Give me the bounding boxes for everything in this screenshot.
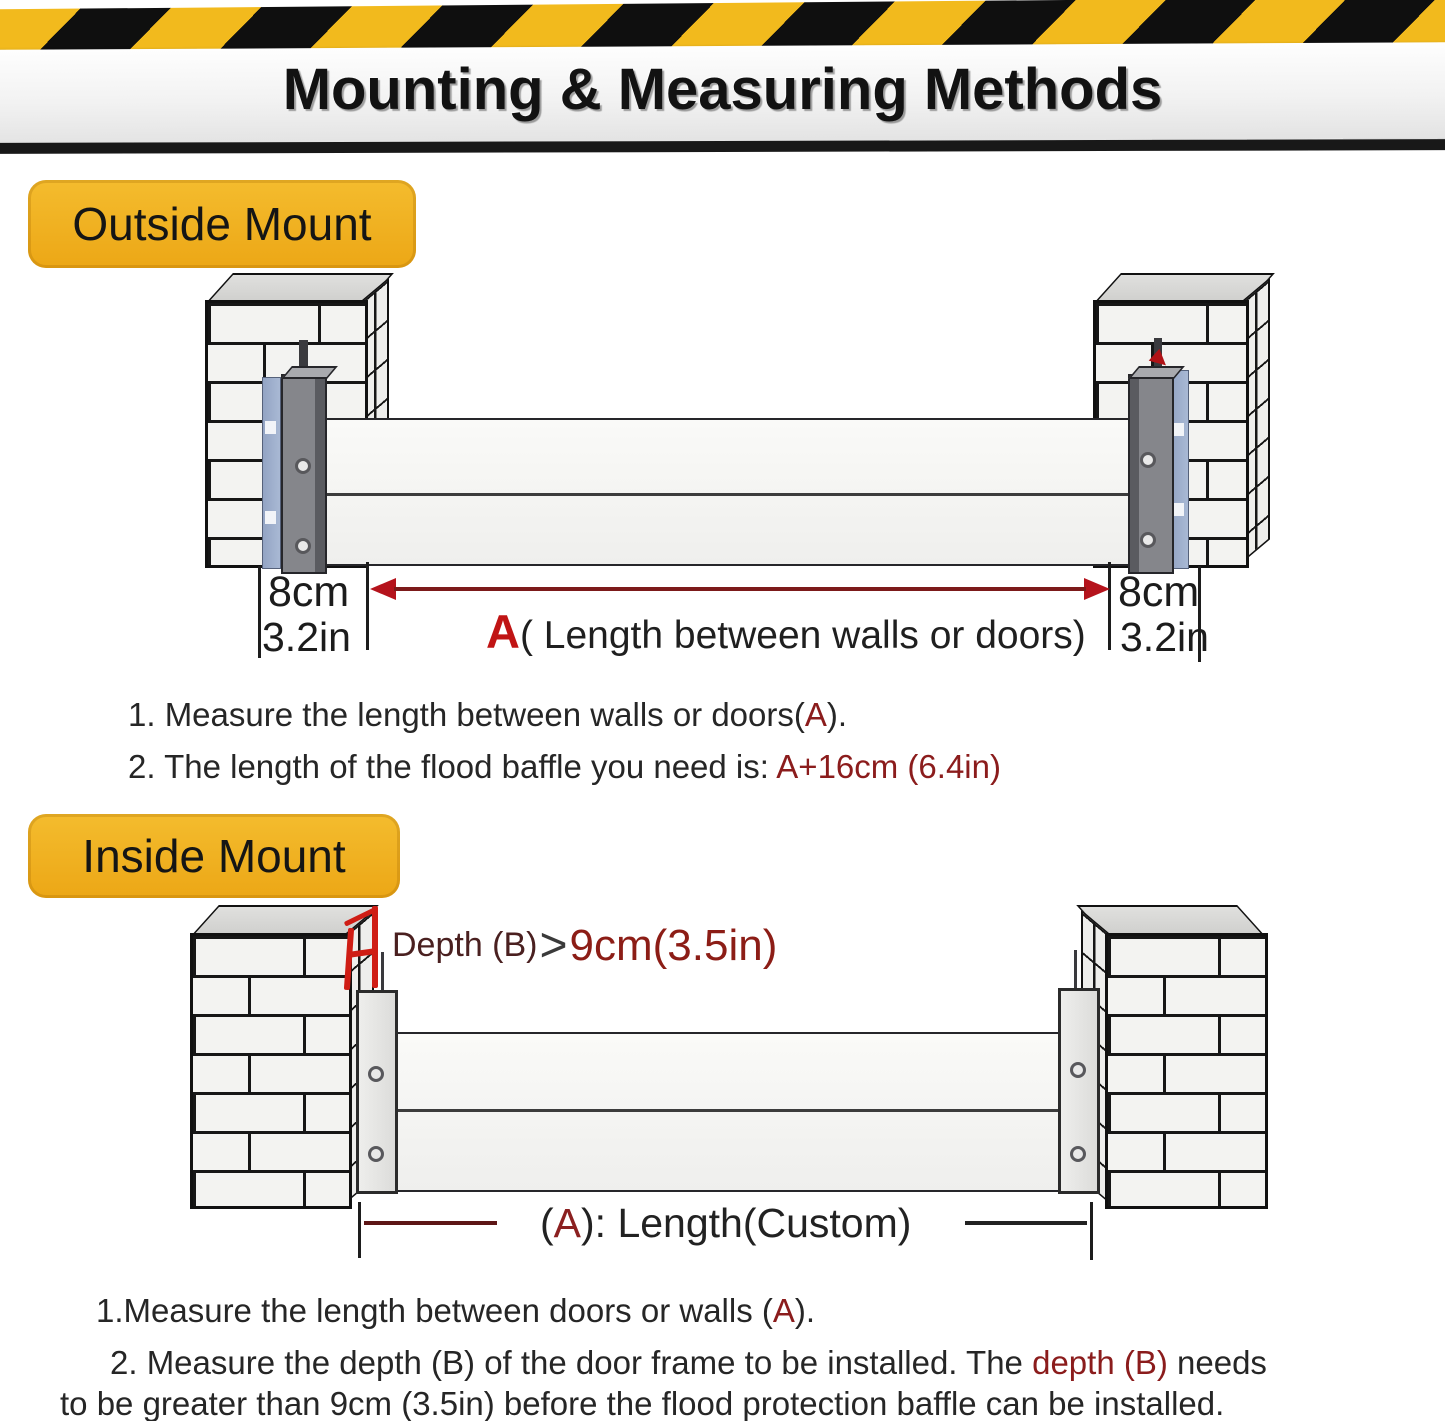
screw-hole	[1140, 452, 1156, 468]
mount-rail	[356, 990, 398, 1194]
screw-hole	[1140, 532, 1156, 548]
seal-reflection	[265, 421, 276, 434]
screw-hole	[368, 1146, 384, 1162]
dimension-line-left	[364, 1221, 497, 1225]
seal-strip	[262, 377, 281, 569]
outside-mount-label: Outside Mount	[28, 180, 416, 268]
inside-instruction-3: to be greater than 9cm (3.5in) before the flood protection baffle can be installed.	[60, 1385, 1225, 1421]
dimension-line	[394, 587, 1086, 591]
flood-baffle-panel	[392, 1032, 1064, 1192]
left-gap-cm: 8cm	[268, 568, 350, 616]
depth-annotation: Depth (B) > 9cm(3.5in)	[392, 919, 778, 972]
brick-pillar	[1105, 933, 1268, 1209]
inside-mount-label: Inside Mount	[28, 814, 400, 898]
span-a-label: A( Length between walls or doors)	[486, 605, 1086, 658]
arrowhead-left-icon	[370, 578, 396, 600]
right-gap-in: 3.2in	[1120, 614, 1209, 660]
dimension-line-right	[965, 1221, 1087, 1225]
anchor-pin	[381, 952, 384, 992]
right-gap-cm: 8cm	[1118, 568, 1200, 616]
outside-instruction-1: 1. Measure the length between walls or doors(A).	[128, 696, 848, 733]
dimension-tick	[358, 1202, 361, 1258]
screw-hole	[295, 538, 311, 554]
length-custom-label: (A): Length(Custom)	[540, 1200, 912, 1246]
span-a-letter: A	[486, 605, 520, 658]
left-gap-in: 3.2in	[262, 614, 351, 660]
dimension-tick	[1108, 562, 1111, 650]
seal-reflection	[1173, 503, 1184, 516]
seal-reflection	[1173, 423, 1184, 436]
screw-hole	[368, 1066, 384, 1082]
depth-marker-red	[372, 906, 378, 988]
panel-seam	[325, 493, 1132, 496]
brick-pillar	[190, 933, 352, 1209]
page-title: Mounting & Measuring Methods	[282, 57, 1163, 122]
inside-instruction-1: 1.Measure the length between doors or walls (A).	[96, 1292, 816, 1329]
panel-seam	[394, 1109, 1062, 1112]
dimension-tick	[366, 562, 369, 650]
seal-reflection	[265, 511, 276, 524]
arrowhead-right-icon	[1084, 578, 1110, 600]
dimension-tick	[1090, 1202, 1093, 1260]
mount-rail	[1058, 988, 1100, 1194]
dimension-tick	[258, 566, 261, 658]
flood-baffle-panel	[323, 418, 1134, 566]
inside-instruction-2: 2. Measure the depth (B) of the door frame to be installed. The depth (B) needs	[110, 1344, 1267, 1381]
anchor-pin	[1074, 950, 1077, 990]
screw-hole	[1070, 1062, 1086, 1078]
screw-hole	[295, 458, 311, 474]
screw-hole	[1070, 1146, 1086, 1162]
outside-instruction-2: 2. The length of the flood baffle you need is: A+16cm (6.4in)	[128, 748, 1001, 785]
